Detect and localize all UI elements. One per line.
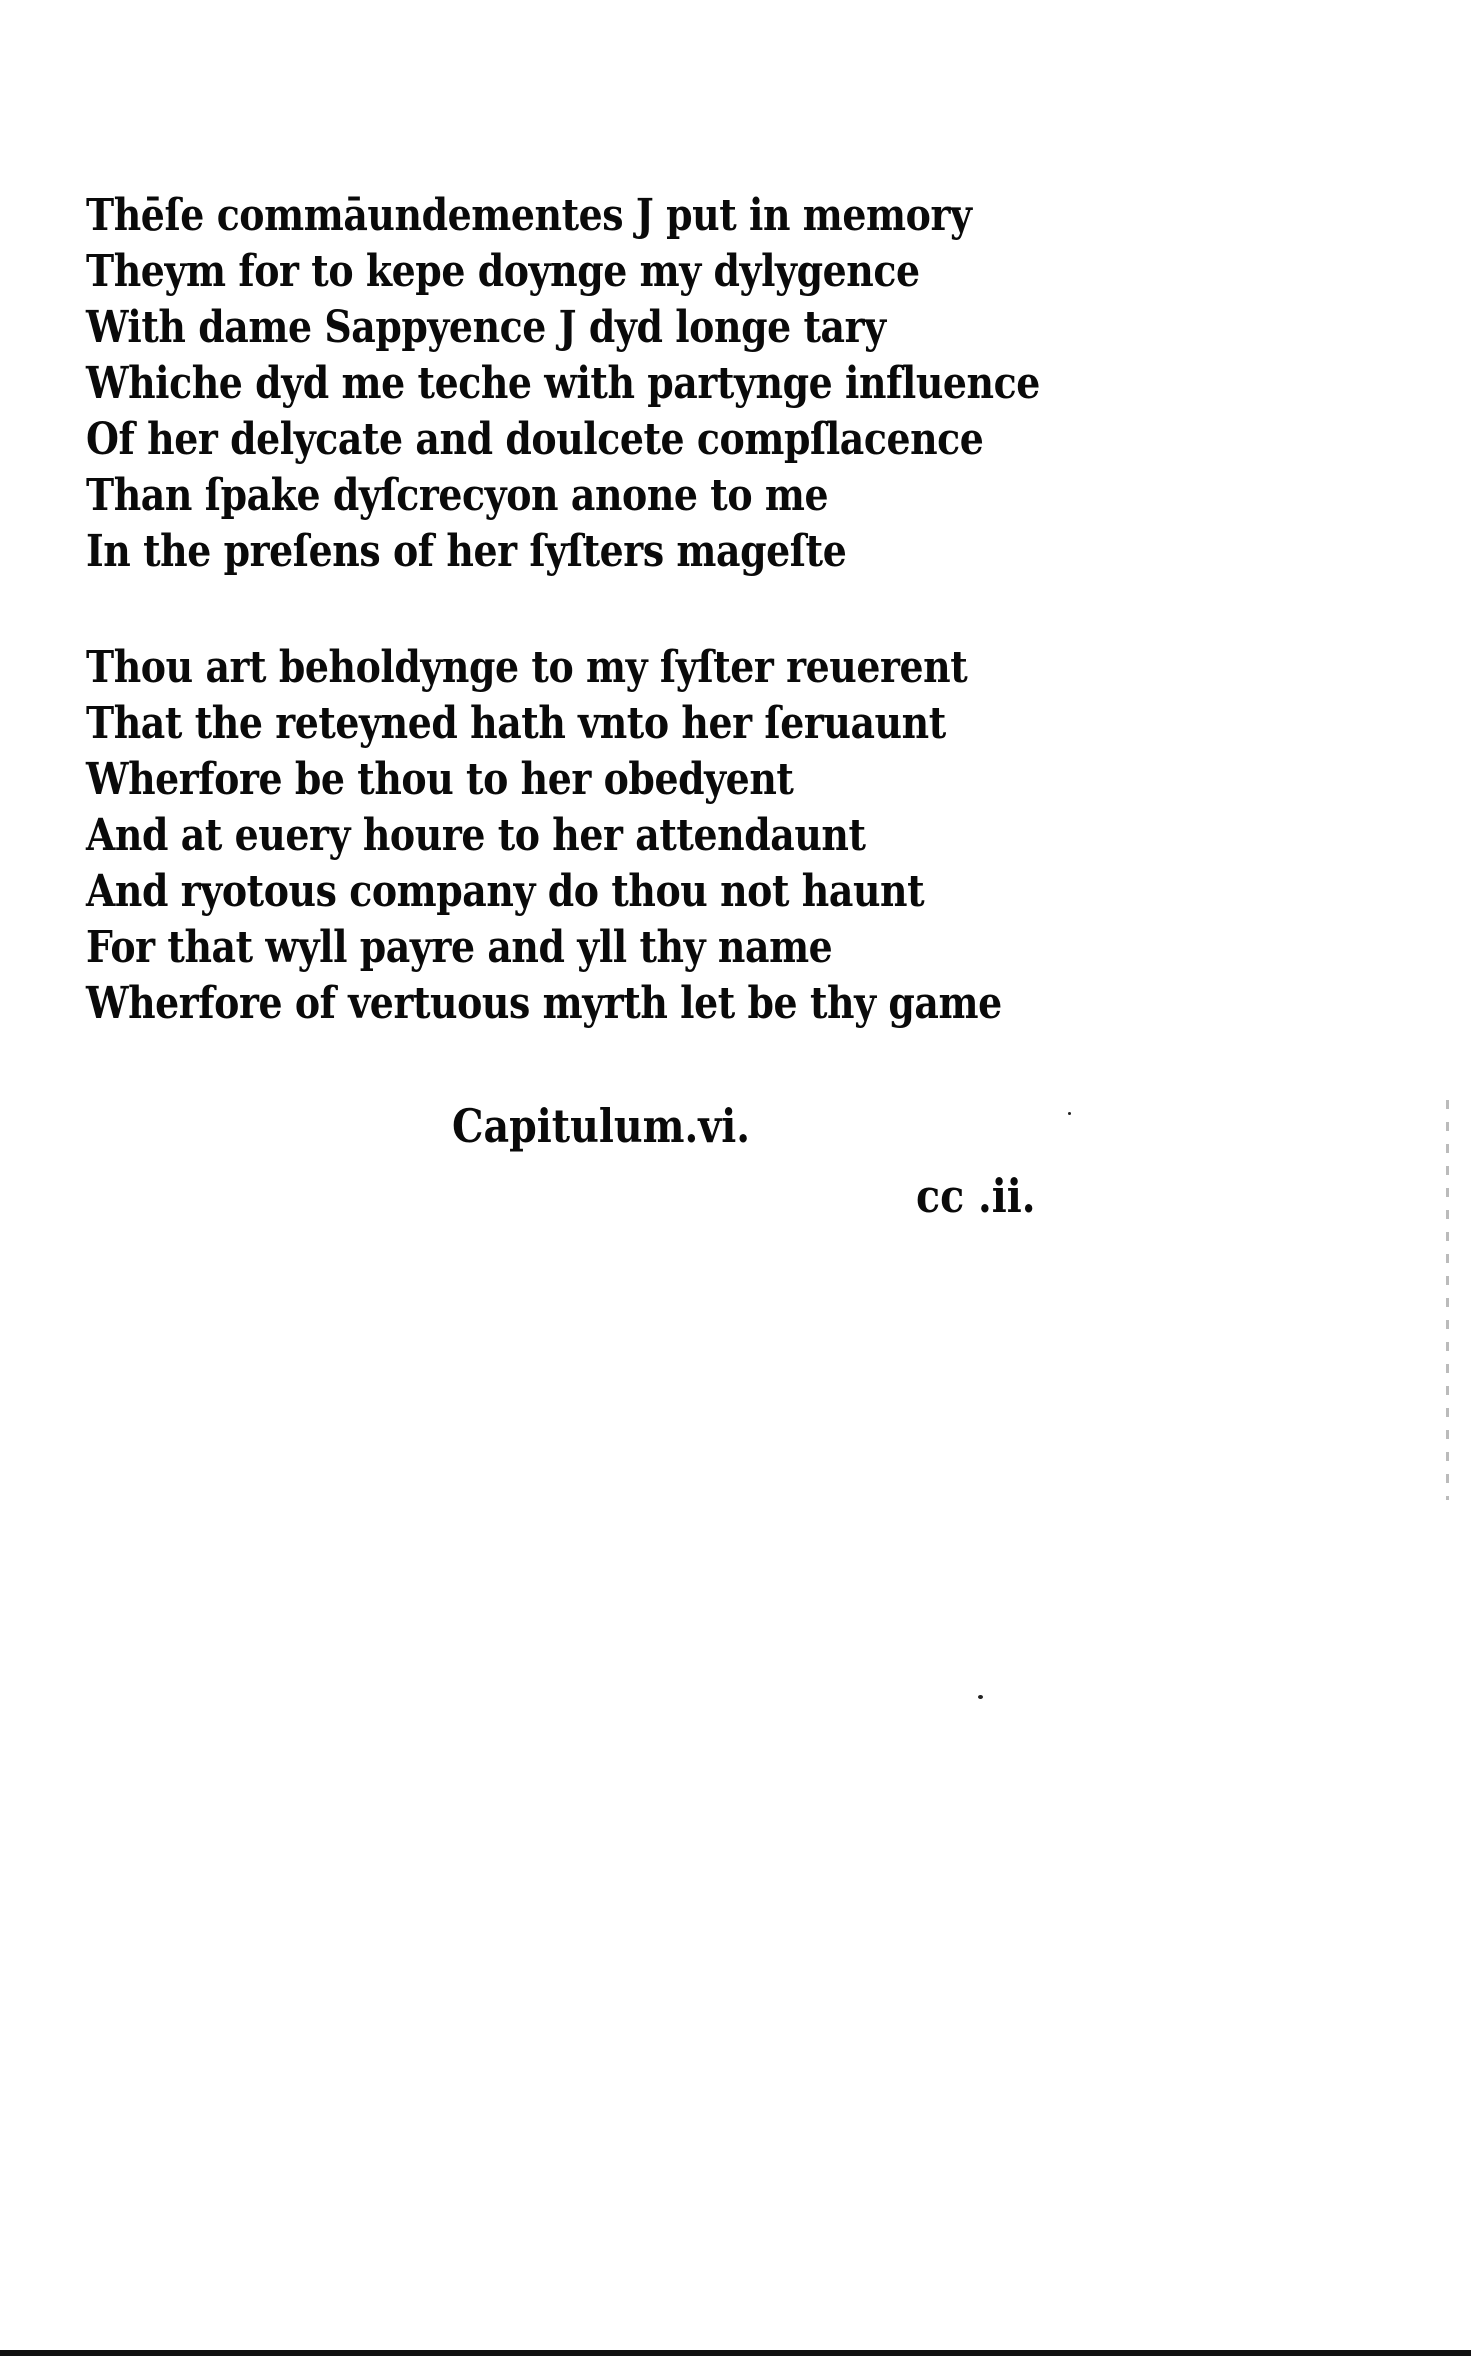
verse-line: For that wyll payre and yll thy name <box>86 922 833 973</box>
verse-line: With dame Sappyence J dyd longe tary <box>86 302 886 353</box>
ink-speck <box>1068 1112 1071 1115</box>
chapter-heading: Capitulum.vi. <box>452 1099 751 1153</box>
verse-line: That the reteyned hath vnto her ſeruaunt <box>86 698 946 749</box>
verse-line: Of her delycate and doulcete compſlacence <box>86 414 984 465</box>
ink-speck <box>978 1695 983 1699</box>
verse-line: Theym for to kepe doynge my dylygence <box>86 246 920 297</box>
verse-line: In the preſens of her ſyſters mageſte <box>86 526 847 577</box>
verse-line: Thēſe commāundementes J put in memory <box>86 190 972 241</box>
stanza-one <box>86 188 1195 580</box>
verse-line: Thou art beholdynge to my ſyſter reuerent <box>86 642 968 693</box>
signature-mark: cc .ii. <box>916 1169 1036 1223</box>
verse-line: And at euery houre to her attendaunt <box>86 810 866 861</box>
verse-line: And ryotous company do thou not haunt <box>86 866 925 917</box>
page-edge-shadow <box>1446 1100 1449 1500</box>
verse-line: Than ſpake dyſcrecyon anone to me <box>86 470 829 521</box>
stanza-two <box>86 640 1151 1032</box>
verse-line: Whiche dyd me teche with partynge influence <box>86 358 1040 409</box>
verse-line: Wherfore be thou to her obedyent <box>86 754 794 805</box>
verse-line: Wherfore of vertuous myrth let be thy game <box>86 978 1002 1029</box>
bottom-border <box>0 2350 1471 2356</box>
